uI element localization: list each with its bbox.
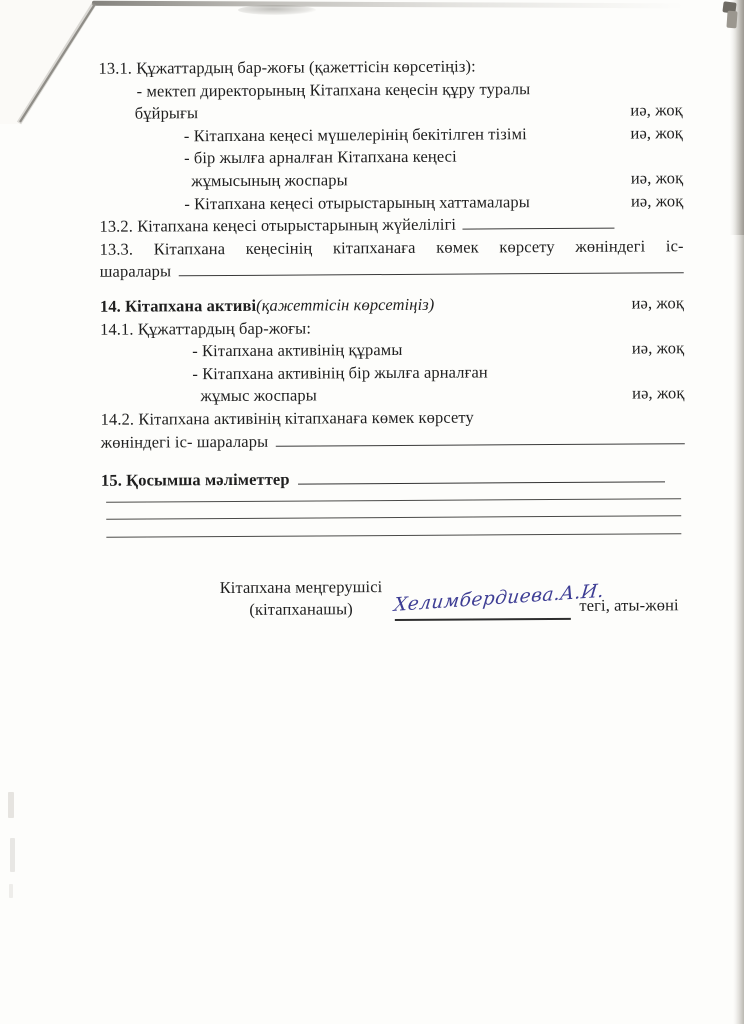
signer-role-line1: Кітапхана меңгерушісі [219, 576, 383, 597]
scan-speck [9, 884, 13, 898]
blank-rule-line [106, 533, 681, 538]
blank-rule-line [106, 515, 681, 520]
section-14-2-line2: жөніндегі іс- шаралары [100, 431, 269, 452]
document-content [98, 54, 685, 622]
answer-yes-no: иә, жоқ [630, 123, 683, 143]
paper-top-edge-shadow [92, 1, 684, 9]
item-director-order-line1: - мектеп директорының Кітапхана кеңесін құру туралы [136, 78, 531, 101]
scan-speck [8, 792, 14, 818]
signer-role-line2: (кітапханашы) [249, 599, 353, 620]
answer-yes-no: иә, жоқ [630, 168, 684, 188]
spacer [198, 116, 630, 119]
section-14-2-line1: 14.2. Кітапхана активінің кітапханаға көмек көрсету [100, 407, 474, 429]
section-14-1-heading: 14.1. Құжаттардың бар-жоғы: [100, 318, 312, 339]
section-13-2-text: 13.2. Кітапхана кеңесі отырыстарының жүйелілігі [99, 214, 457, 236]
additional-info-lines [101, 498, 685, 538]
spacer [530, 206, 631, 207]
scan-speck [10, 838, 15, 872]
answer-yes-no: иә, жоқ [632, 383, 685, 403]
item-meeting-protocols: - Кітапхана кеңесі отырыстарының хаттамалары [184, 191, 530, 213]
spacer [434, 308, 631, 309]
spacer [527, 138, 631, 139]
answer-yes-no: иә, жоқ [631, 338, 685, 358]
corner-mark-light [726, 11, 737, 29]
signature-block [220, 574, 686, 622]
scan-smudge [238, 5, 316, 15]
item-council-members-list: - Кітапхана кеңесі мүшелерінің бекітілген тізімі [183, 123, 527, 146]
handwritten-signature: Хелимбердиева.А.И. [392, 580, 605, 617]
section-14-heading-note: (қажеттісін көрсетіңіз) [256, 294, 435, 315]
fill-in-blank [179, 259, 684, 277]
signature-caption: тегі, аты-жөні [579, 595, 679, 615]
item-annual-plan-line1: - бір жылға арналған Кітапхана кеңесі [183, 146, 457, 168]
item-director-order-line2: бұйрығы [134, 103, 199, 123]
fill-in-blank [462, 214, 614, 230]
fill-in-blank [276, 429, 685, 446]
spacer [348, 184, 631, 186]
item-annual-plan-line2: жұмысының жоспары [191, 170, 348, 191]
item-active-plan-line1: - Кітапхана активінің бір жылға арналған [192, 362, 488, 383]
section-13-3-line2: шаралары [99, 261, 172, 282]
spacer [403, 354, 632, 355]
section-13-1-heading: 13.1. Құжаттардың бар-жоғы (қажеттісін көрсетіңіз): [98, 56, 476, 78]
signer-role [220, 576, 383, 622]
answer-yes-no: иә, жоқ [630, 190, 684, 211]
item-active-composition: - Кітапхана активінің құрамы [192, 340, 403, 361]
blank-rule-line [106, 498, 681, 503]
signature-line [392, 580, 605, 621]
answer-yes-no: иә, жоқ [631, 293, 684, 313]
spacer [317, 399, 632, 401]
fill-in-blank [298, 467, 665, 484]
section-15-heading: 15. Қосымша мәліметтер [100, 469, 290, 490]
answer-yes-no: иә, жоқ [630, 100, 683, 120]
section-13-3-line1: 13.3. Кітапхана кеңесінің кітапханаға көмек көрсету жөніндегі іс- [99, 235, 684, 259]
section-14-heading: 14. Кітапхана активі [99, 295, 257, 316]
item-active-plan-line2: жұмыс жоспары [200, 385, 317, 406]
paper-right-edge-shadow-top [730, 0, 744, 235]
